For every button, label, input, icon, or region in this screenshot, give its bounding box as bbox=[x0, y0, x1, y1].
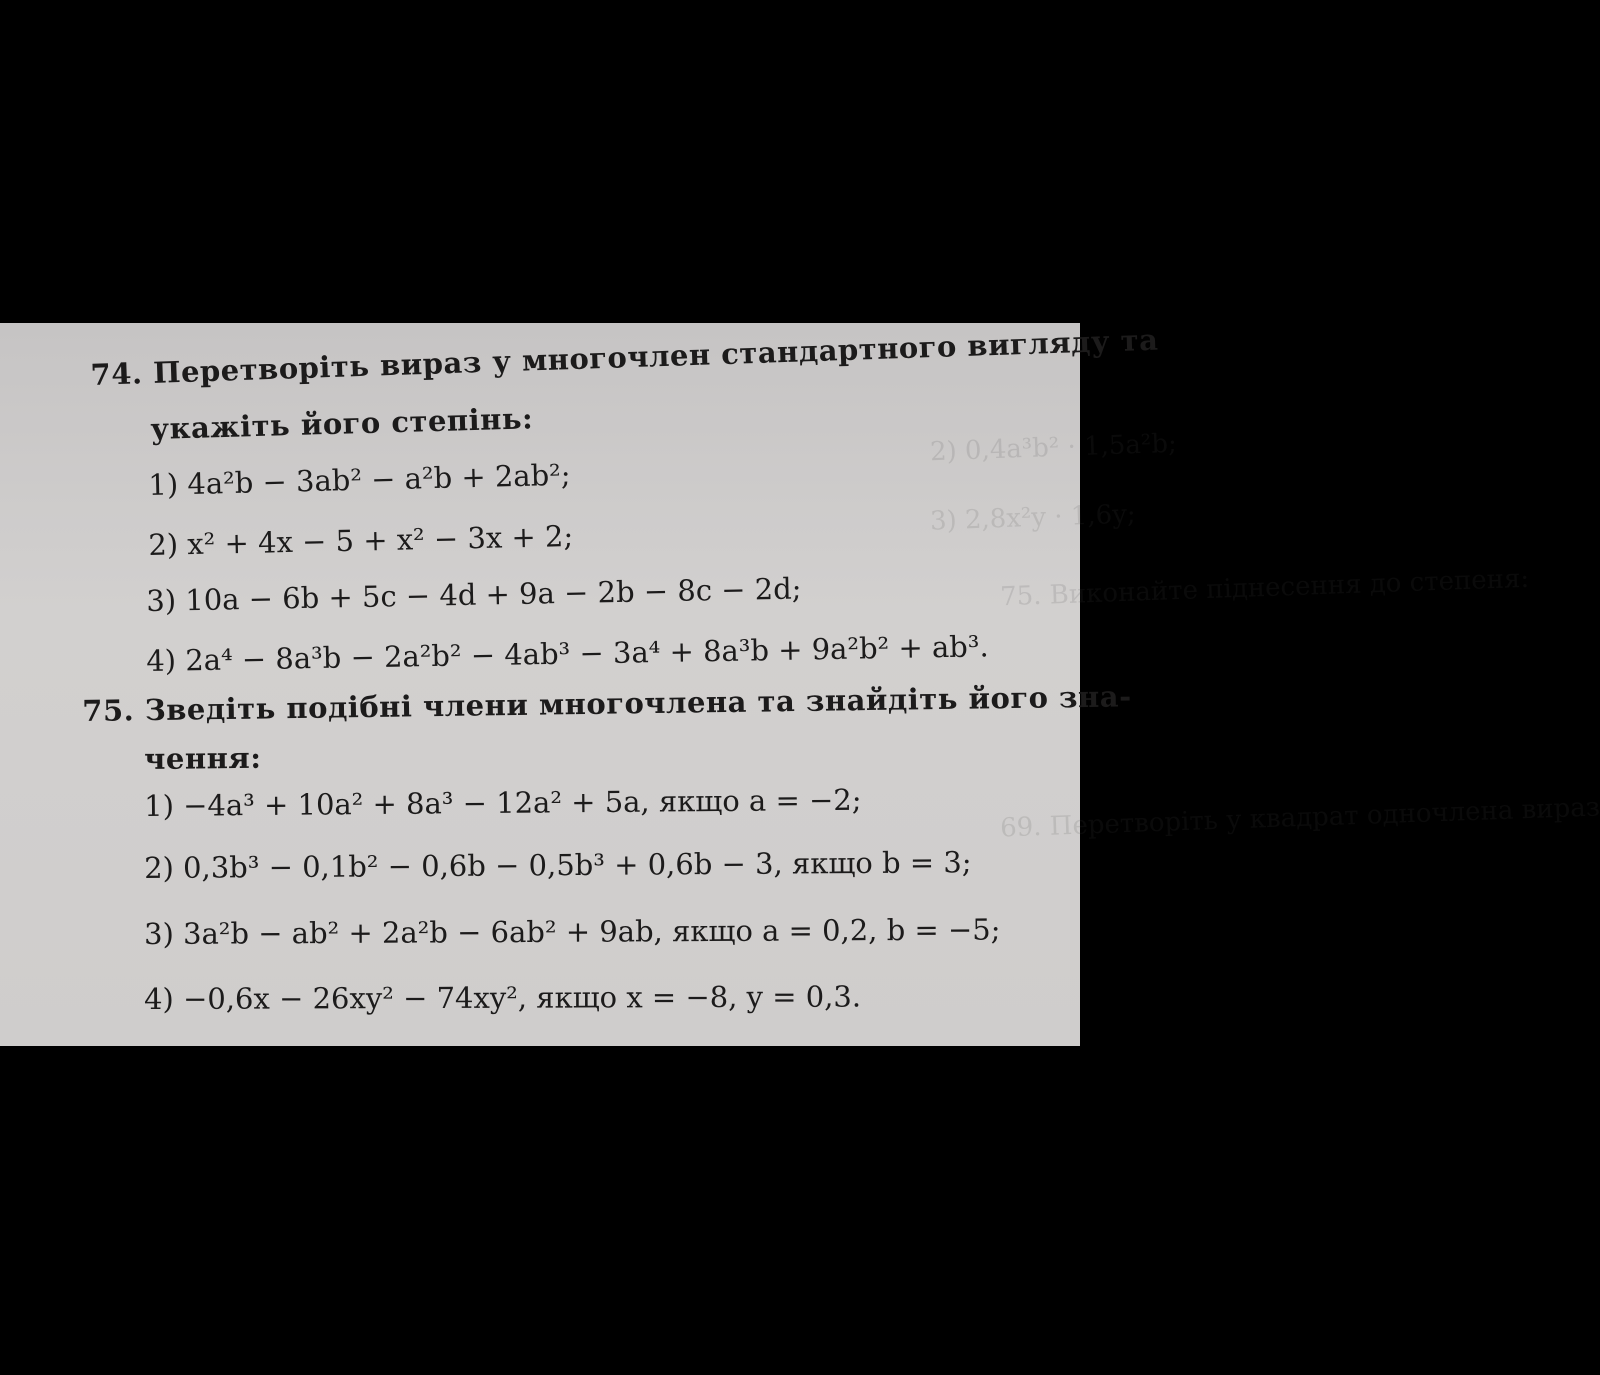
item-expression: 10a − 6b + 5c − 4d + 9a − 2b − 8c − 2d; bbox=[184, 571, 802, 618]
exercise-title-line1: Перетворіть вираз у многочлен стандартного вигляду та bbox=[152, 322, 1159, 390]
item-label: 4) bbox=[146, 643, 177, 678]
bleed-through-text: 75. Виконайте піднесення до степеня: bbox=[999, 563, 1530, 613]
item-condition: якщо a = 0,2, b = −5; bbox=[671, 912, 1001, 949]
item-label: 4) bbox=[144, 981, 174, 1016]
item-expression: 4a²b − 3ab² − a²b + 2ab²; bbox=[186, 457, 571, 502]
item-label: 1) bbox=[148, 467, 179, 502]
item-expression: 3a²b − ab² + 2a²b − 6ab² + 9ab, bbox=[182, 914, 663, 951]
item-label: 2) bbox=[144, 850, 175, 885]
item-expression: 2a⁴ − 8a³b − 2a²b² − 4ab³ − 3a⁴ + 8a³b + 9a²b² + ab³. bbox=[184, 629, 989, 678]
exercise-74-item-3 bbox=[146, 570, 802, 619]
item-condition: якщо b = 3; bbox=[791, 845, 972, 881]
book-page-photo bbox=[0, 322, 1600, 1046]
exercise-number: 74. bbox=[90, 356, 144, 392]
exercise-74-item-2 bbox=[148, 518, 574, 563]
exercise-75-title-cont bbox=[144, 740, 262, 777]
exercise-title-line2: укажіть його степінь: bbox=[150, 401, 534, 446]
bleed-through-text: 2) 0,4a³b² · 1,5a²b; bbox=[929, 428, 1178, 468]
page-text bbox=[0, 322, 1159, 1046]
bleed-through-text: 3) 2,8x²y · 1,6y; bbox=[929, 499, 1137, 537]
exercise-75-item-2 bbox=[144, 844, 972, 886]
item-label: 3) bbox=[144, 916, 174, 951]
exercise-title-line1: Зведіть подібні члени многочлена та знайдіть його зна- bbox=[144, 679, 1132, 728]
item-expression: x² + 4x − 5 + x² − 3x + 2; bbox=[186, 519, 574, 562]
exercise-74-item-4 bbox=[146, 628, 989, 679]
bleed-through-text: 69. Перетворіть у квадрат одночлена вираз bbox=[999, 792, 1600, 844]
item-condition: якщо x = −8, y = 0,3. bbox=[536, 979, 862, 1015]
item-label: 3) bbox=[146, 583, 177, 618]
exercise-74-title bbox=[90, 322, 1159, 393]
exercise-75-item-4 bbox=[144, 978, 861, 1017]
item-condition: якщо a = −2; bbox=[658, 782, 862, 819]
item-label: 2) bbox=[148, 527, 179, 562]
exercise-title-line2: чення: bbox=[144, 740, 262, 776]
exercise-75-item-1 bbox=[144, 782, 862, 824]
item-expression: −4a³ + 10a² + 8a³ − 12a² + 5a, bbox=[182, 784, 650, 823]
exercise-75-item-3 bbox=[144, 912, 1001, 952]
exercise-74-title-cont bbox=[150, 400, 534, 447]
exercise-75-title bbox=[82, 678, 1132, 729]
item-expression: 0,3b³ − 0,1b² − 0,6b − 0,5b³ + 0,6b − 3, bbox=[182, 846, 783, 885]
item-expression: −0,6x − 26xy² − 74xy², bbox=[182, 980, 528, 1016]
exercise-number: 75. bbox=[82, 693, 135, 728]
exercise-74-item-1 bbox=[148, 457, 571, 503]
item-label: 1) bbox=[144, 788, 175, 823]
